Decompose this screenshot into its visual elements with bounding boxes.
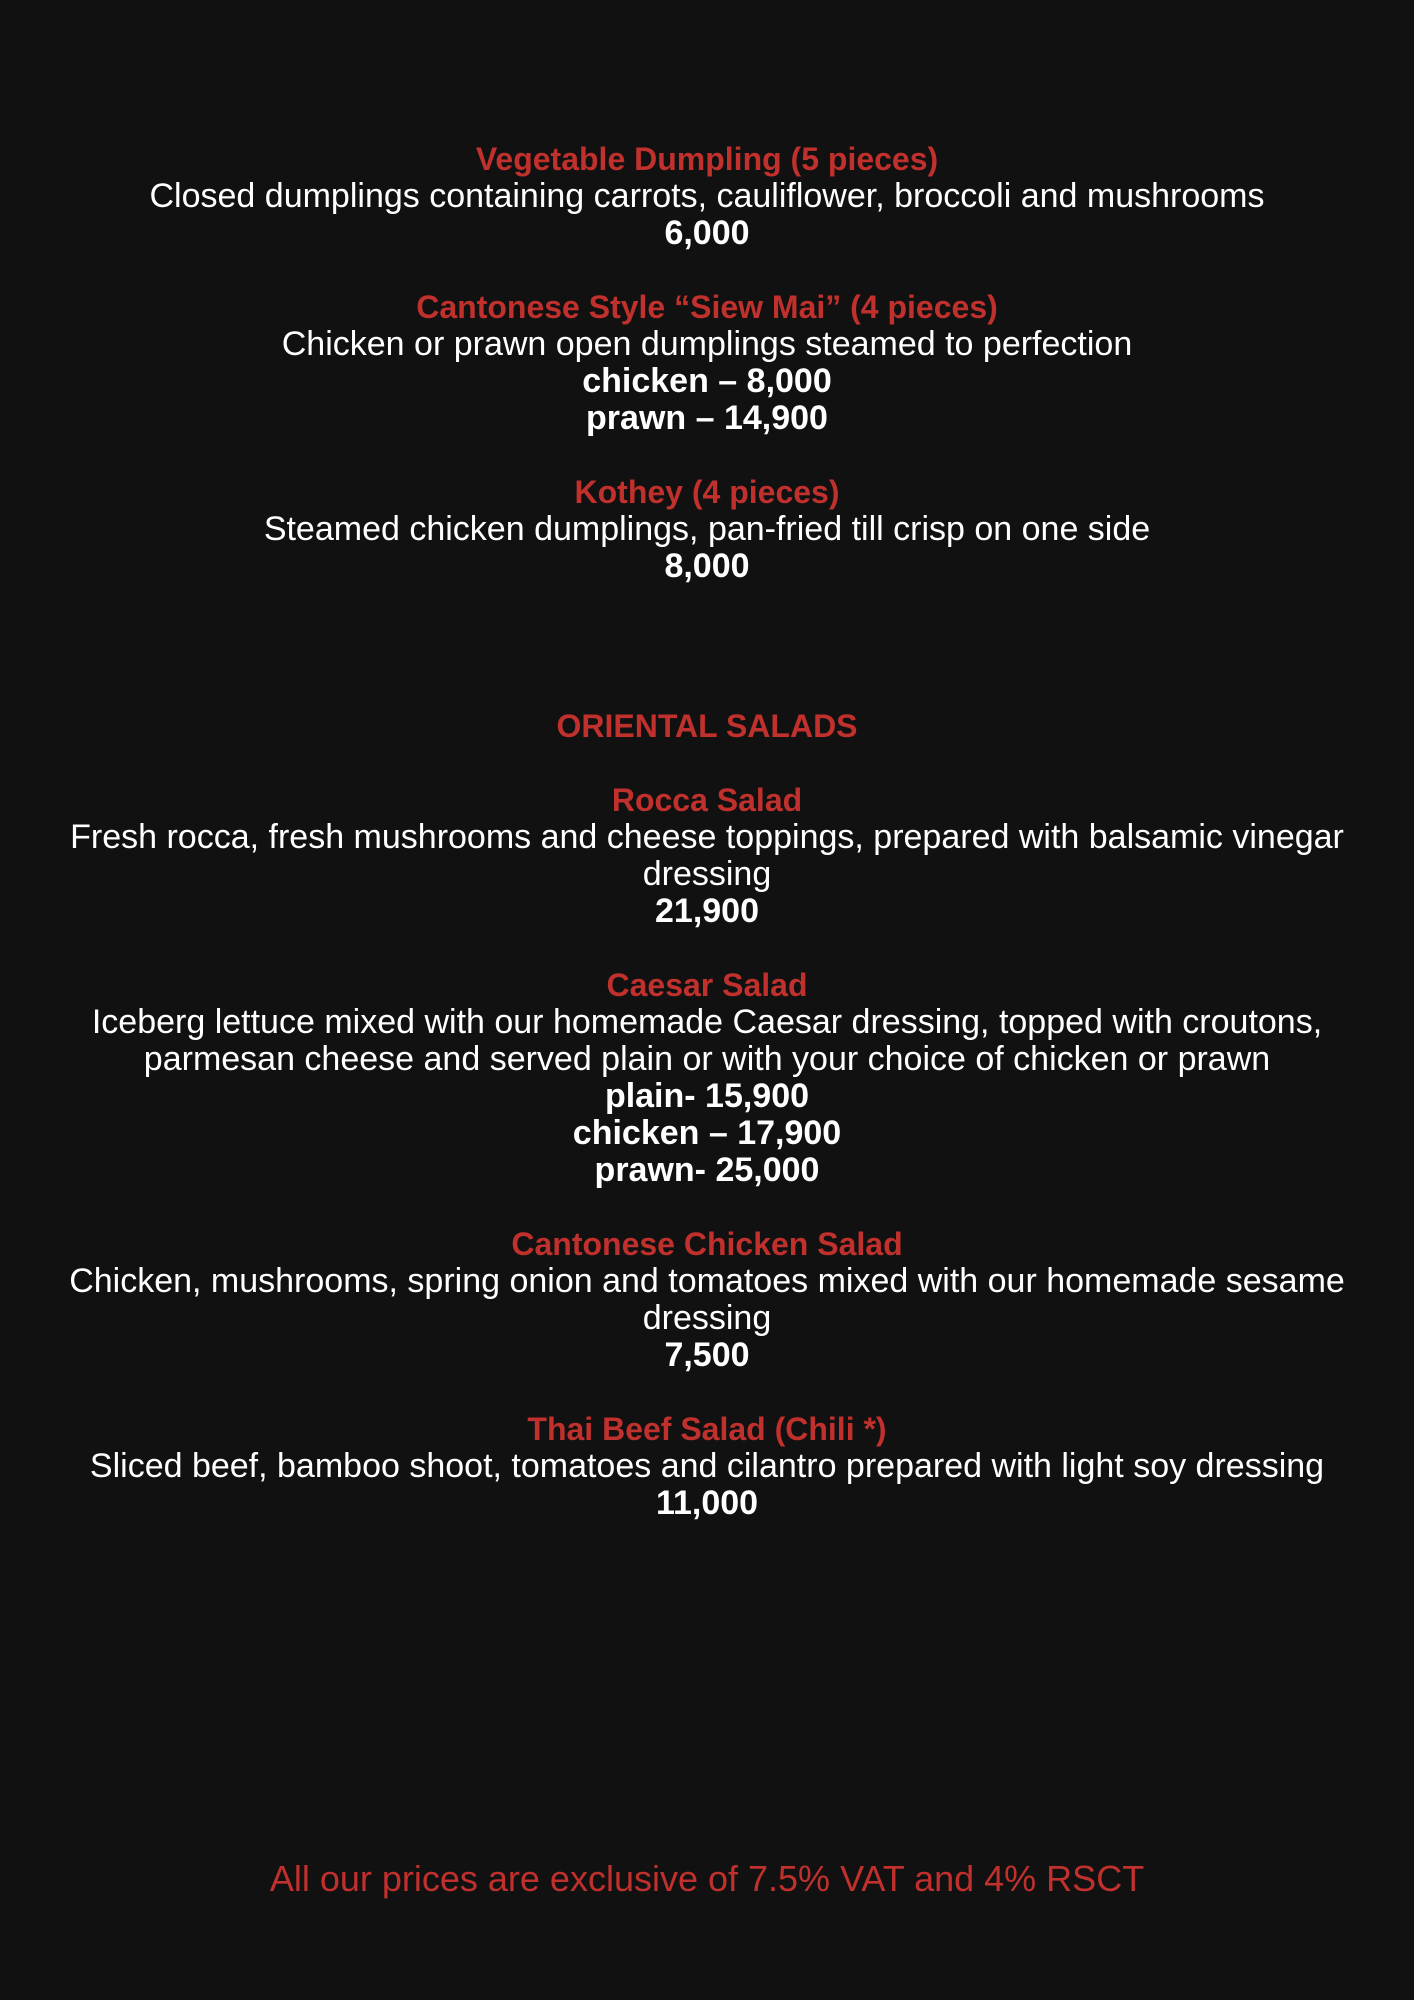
item-price: 6,000 <box>664 214 750 252</box>
item-price: 8,000 <box>664 547 750 585</box>
menu-content <box>0 140 1414 1558</box>
item-price: chicken – 17,900 <box>572 1114 842 1152</box>
item-name: Cantonese Chicken Salad <box>511 1226 903 1262</box>
item-price: 21,900 <box>655 892 759 930</box>
item-price: plain- 15,900 <box>604 1077 810 1115</box>
item-name: Rocca Salad <box>611 782 803 818</box>
item-price: chicken – 8,000 <box>582 362 832 400</box>
menu-item-siew-mai <box>57 288 1357 437</box>
item-price: prawn- 25,000 <box>594 1151 820 1189</box>
item-price: 11,000 <box>655 1484 759 1522</box>
item-price: 7,500 <box>664 1336 750 1374</box>
menu-item-vegetable-dumpling <box>57 140 1357 252</box>
footer-tax-note: All our prices are exclusive of 7.5% VAT and 4% RSCT <box>269 1858 1145 1899</box>
item-description: Sliced beef, bamboo shoot, tomatoes and cilantro prepared with light soy dressing <box>89 1447 1325 1485</box>
item-description: Closed dumplings containing carrots, cauliflower, broccoli and mushrooms <box>149 177 1265 215</box>
item-price: prawn – 14,900 <box>586 399 828 437</box>
item-description: Steamed chicken dumplings, pan-fried till crisp on one side <box>263 510 1151 548</box>
menu-item-thai-beef-salad <box>57 1410 1357 1522</box>
item-description: Chicken or prawn open dumplings steamed to perfection <box>281 325 1133 363</box>
item-description: Fresh rocca, fresh mushrooms and cheese toppings, prepared with balsamic vinegar dressing <box>70 818 1344 893</box>
item-name: Vegetable Dumpling (5 pieces) <box>475 141 939 177</box>
item-name: Cantonese Style “Siew Mai” (4 pieces) <box>416 289 998 325</box>
item-description: Iceberg lettuce mixed with our homemade Caesar dressing, topped with croutons, parmesan cheese and served plain or with your choice of chicken or prawn <box>91 1003 1323 1078</box>
item-name: Caesar Salad <box>606 967 808 1003</box>
menu-item-rocca-salad <box>57 781 1357 930</box>
menu-item-kothey <box>57 473 1357 585</box>
menu-item-cantonese-chicken-salad <box>57 1225 1357 1374</box>
item-name: Kothey (4 pieces) <box>574 474 840 510</box>
item-name: Thai Beef Salad (Chili *) <box>527 1411 887 1447</box>
item-description: Chicken, mushrooms, spring onion and tomatoes mixed with our homemade sesame dressing <box>69 1262 1345 1337</box>
section-title-oriental-salads: ORIENTAL SALADS <box>556 708 858 744</box>
menu-item-caesar-salad <box>57 966 1357 1189</box>
